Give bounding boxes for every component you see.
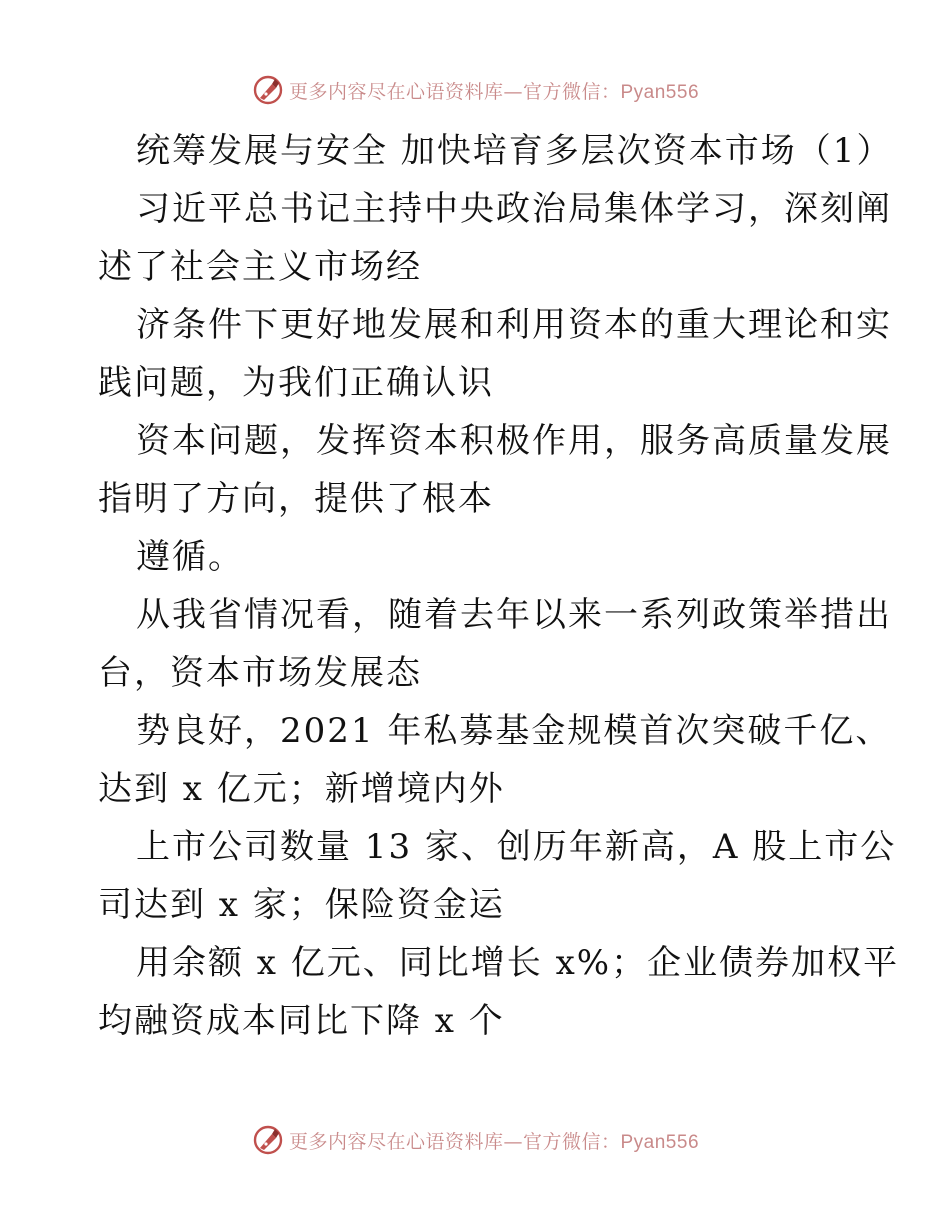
document-body (98, 122, 900, 1050)
paragraph-line: 均融资成本同比下降 x 个 (98, 1001, 505, 1041)
header-wechat-id: Pyan556 (620, 81, 700, 103)
paragraph-line: 遵循。 (136, 537, 244, 577)
paragraph-line: 用余额 x 亿元、同比增长 x%；企业债券加权平 (136, 943, 900, 983)
paragraph-line: 司达到 x 家；保险资金运 (98, 885, 505, 925)
document-title: 统筹发展与安全 加快培育多层次资本市场（1） (136, 131, 893, 171)
footer-wechat-id: Pyan556 (620, 1131, 700, 1153)
header-banner (0, 70, 950, 110)
paragraph-line: 达到 x 亿元；新增境内外 (98, 769, 505, 809)
footer-banner-text (289, 1127, 699, 1154)
footer-banner-label: 更多内容尽在心语资料库—官方微信： (288, 1130, 621, 1153)
footer-banner (0, 1120, 950, 1160)
paragraph-line: 济条件下更好地发展和利用资本的重大理论和实 (136, 305, 892, 345)
paragraph-line: 上市公司数量 13 家、创历年新高，A 股上市公 (136, 827, 897, 867)
header-banner-label: 更多内容尽在心语资料库—官方微信： (288, 80, 621, 103)
pen-nib-logo-icon (251, 73, 285, 107)
paragraph-line: 述了社会主义市场经 (98, 247, 422, 287)
paragraph-line: 践问题，为我们正确认识 (98, 363, 494, 403)
pen-nib-logo-icon (251, 1123, 285, 1157)
paragraph-line: 指明了方向，提供了根本 (98, 479, 494, 519)
paragraph-line: 势良好，2021 年私募基金规模首次突破千亿、 (136, 711, 892, 751)
paragraph-line: 习近平总书记主持中央政治局集体学习，深刻阐 (136, 189, 892, 229)
footer-banner-content (251, 1123, 699, 1157)
paragraph-line: 台，资本市场发展态 (98, 653, 422, 693)
header-banner-text (289, 77, 699, 104)
paragraph-line: 从我省情况看，随着去年以来一系列政策举措出 (136, 595, 892, 635)
paragraph-line: 资本问题，发挥资本积极作用，服务高质量发展 (136, 421, 892, 461)
header-banner-content (251, 73, 699, 107)
